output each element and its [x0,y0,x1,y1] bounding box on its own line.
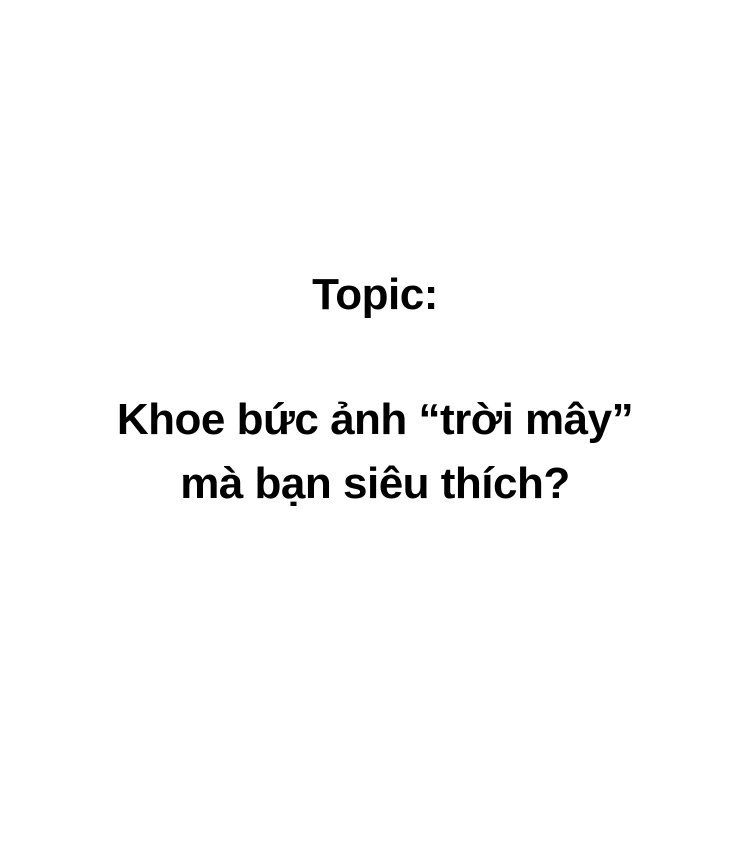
question-line-1: Khoe bức ảnh “trời mây” [116,395,634,444]
topic-question [0,388,750,516]
topic-heading: Topic: [312,270,438,319]
question-line-2: mà bạn siêu thích? [180,459,570,508]
